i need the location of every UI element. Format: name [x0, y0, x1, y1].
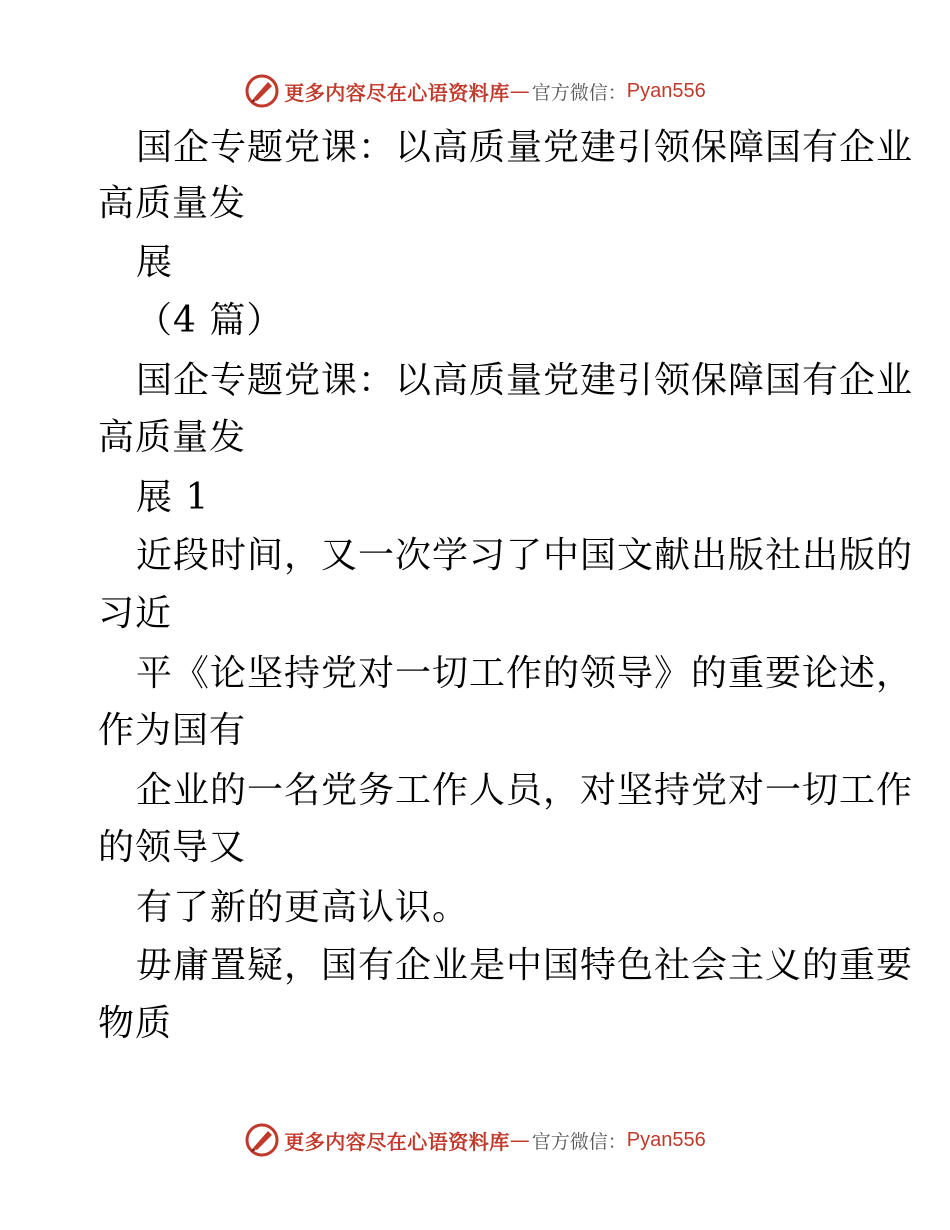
paragraph-line: 的领导又 — [98, 827, 247, 868]
banner-separator: — — [509, 79, 530, 103]
banner-wechat-label: 官方微信： — [531, 1130, 627, 1153]
title-line-2: 高质量发 — [98, 183, 247, 224]
banner-wechat-id: Pyan556 — [626, 1128, 706, 1151]
pen-logo-icon — [244, 1122, 280, 1158]
banner-separator: — — [509, 1128, 530, 1152]
banner-main-text: 更多内容尽在心语资料库 — [284, 1129, 510, 1154]
paragraph-line: 企业的一名党务工作人员，对坚持党对一切工作 — [136, 770, 914, 811]
paragraph-line: 毋庸置疑，国有企业是中国特色社会主义的重要 — [136, 945, 914, 986]
title-line-3: 展 — [136, 242, 174, 283]
paragraph-line: 近段时间，又一次学习了中国文献出版社出版的 — [136, 535, 914, 576]
paragraph-line: 有了新的更高认识。 — [136, 887, 470, 928]
paragraph-line: 习近 — [98, 593, 173, 634]
subtitle-line-2: 高质量发 — [98, 417, 247, 458]
banner-main-text: 更多内容尽在心语资料库 — [284, 80, 510, 105]
subtitle-line-3: 展 1 — [136, 477, 210, 518]
title-count: （4 篇） — [136, 300, 284, 341]
title-line-1: 国企专题党课：以高质量党建引领保障国有企业 — [136, 127, 914, 168]
paragraph-line: 作为国有 — [98, 710, 247, 751]
paragraph-line: 平《论坚持党对一切工作的领导》的重要论述， — [136, 653, 914, 694]
paragraph-line: 物质 — [98, 1003, 173, 1044]
banner-wechat-id: Pyan556 — [626, 79, 706, 102]
subtitle-line-1: 国企专题党课：以高质量党建引领保障国有企业 — [136, 360, 914, 401]
footer-banner — [0, 1120, 950, 1160]
banner-wechat-label: 官方微信： — [531, 81, 627, 104]
